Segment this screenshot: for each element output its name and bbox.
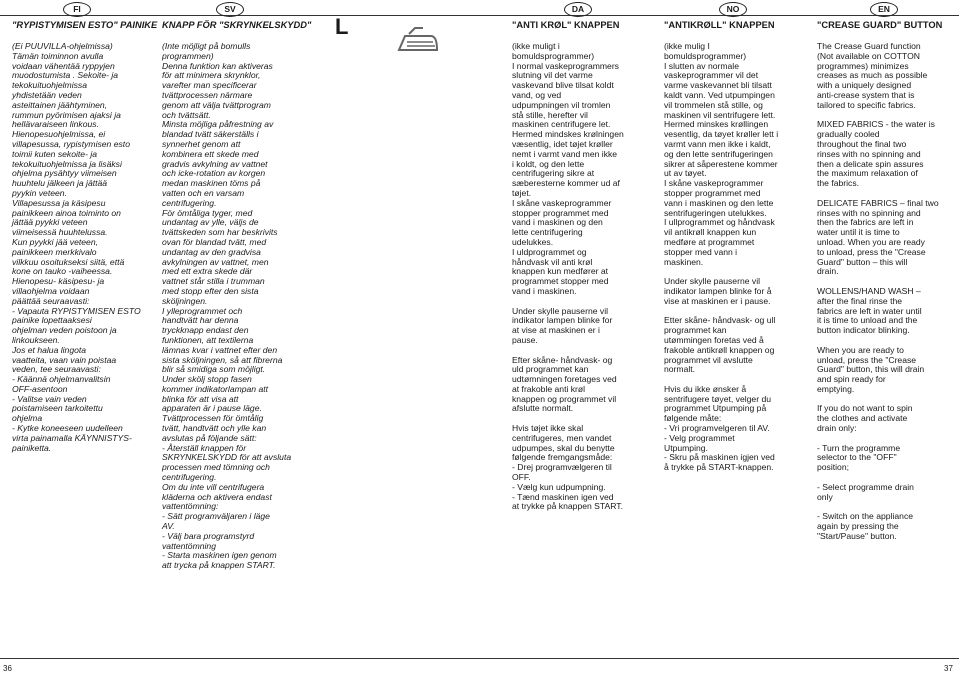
en-text-line: the maximum relaxation of	[817, 168, 918, 179]
en-text-line: selector to the "OFF"	[817, 452, 897, 463]
crease-guard-iron-icon	[395, 26, 443, 56]
fi-text-line: villaohjelma voidaan	[12, 285, 90, 296]
en-text-line: the fabrics.	[817, 178, 860, 189]
da-text-line: håndvask vil anti krøl	[512, 256, 593, 267]
en-text-line: button indicator blinking.	[817, 325, 910, 336]
en-text-line: Guard" button, this will drain	[817, 364, 925, 375]
lang-badge-fi: FI	[63, 2, 91, 17]
fi-text-line: tekokuituohjelmissa ja lisäksi	[12, 158, 122, 169]
fi-text-line: - Valitse vain veden	[12, 393, 87, 404]
no-text-line: Etter skåne- håndvask- og ull	[664, 315, 776, 326]
fi-text-line: Jos et halua lingota	[12, 344, 87, 355]
fi-text-line: muodostumista . Sekoite- ja	[12, 70, 119, 81]
sv-text-line: kommer indikatorlampan att	[162, 383, 269, 394]
sv-text-line: för att minimera skrynklor,	[162, 70, 261, 81]
fi-text-line: huuhtelu jälkeen ja jättää	[12, 178, 108, 189]
no-text-line: programmet vil avslutte	[664, 354, 753, 365]
en-text-line: then the fabrics are left in	[817, 217, 914, 228]
sv-text-line: blinka för att visa att	[162, 393, 239, 404]
sv-text-line: och icke-rotation av korgen	[162, 168, 266, 179]
en-text-line: fabrics are left in water until	[817, 305, 922, 316]
da-text-line: udpumpningen vil tromlen	[512, 99, 611, 110]
no-text-line: ut av tøyet.	[664, 168, 707, 179]
fi-text-line: ohjelman veden poistoon ja	[12, 325, 117, 336]
sv-text-line: centrifugering.	[162, 197, 217, 208]
fi-text-line: hellävaraiseen linkous.	[12, 119, 99, 130]
lang-badge-sv: SV	[216, 2, 244, 17]
da-text-line: centrifugeres, men vandet	[512, 432, 612, 443]
no-text-line: - Vri programvelgeren til AV.	[664, 423, 770, 434]
no-text-line: stopper med vann i	[664, 246, 738, 257]
fi-text-line: linkoukseen.	[12, 334, 60, 345]
en-text-line: water until it is time to	[817, 227, 900, 238]
en-text-line: - Switch on the appliance	[817, 511, 914, 522]
en-text-line: The Crease Guard function	[817, 41, 921, 51]
en-text-line: unload. When you are ready	[817, 236, 925, 247]
da-text-line: stopper programmet med	[512, 207, 609, 218]
en-text-line: emptying.	[817, 383, 855, 394]
en-text-line: to unload, press the "Crease	[817, 246, 926, 257]
en-text-line: anti-crease system that is	[817, 89, 915, 100]
page-number-right: 37	[944, 664, 953, 673]
sv-text-line: tvätt, handtvätt och ylle kan	[162, 423, 267, 434]
no-text-line: vil antikrøll knappen kun	[664, 227, 757, 238]
no-text-line: frakoble antikrøll knappen og	[664, 344, 775, 355]
sv-text-line: med stopp efter den sista	[162, 285, 259, 296]
fi-text-line: Kun pyykki jää veteen,	[12, 236, 98, 247]
no-text-line: Hermed minskes krøllingen	[664, 119, 769, 130]
da-text-line: pause.	[512, 334, 538, 345]
sv-text-line: SKRYNKELSKYDD för att avsluta	[162, 452, 292, 463]
da-instructions	[512, 42, 624, 512]
da-text-line: slutning vil det varme	[512, 70, 593, 81]
fi-text-line: asteittainen jäähtyminen,	[12, 99, 108, 110]
no-text-line: I ullprogrammet og håndvask	[664, 217, 775, 228]
no-text-line: - Skru på maskinen igjen ved	[664, 452, 775, 463]
sv-text-line: gradvis avkylning av vattnet	[162, 158, 268, 169]
en-text-line: the clothes and activate	[817, 413, 908, 424]
fi-text-line: villapesussa, rypistymisen esto	[12, 138, 130, 149]
sv-text-line: I ylleprogrammet och	[162, 305, 243, 316]
no-text-line: normalt.	[664, 364, 696, 375]
en-text-line: position;	[817, 462, 850, 473]
sv-text-line: AV.	[162, 521, 175, 532]
no-text-line: sentrifugeringen utelukkes.	[664, 207, 767, 218]
no-text-line: og den lette sentrifugeringen	[664, 148, 773, 159]
en-text-line: creases as much as possible	[817, 70, 928, 81]
da-text-line: bomuldsprogrammer)	[512, 50, 595, 61]
da-text-line: vand i maskinen.	[512, 285, 577, 296]
sv-text-line: För ömtåliga tyger, med	[162, 207, 253, 218]
fi-text-line: kone on tauko -vaiheessa.	[12, 266, 113, 277]
no-text-line: maskinen.	[664, 256, 704, 267]
sv-text-line: Minsta möjliga påfrestning av	[162, 119, 274, 130]
sv-text-line: handtvätt har denna	[162, 315, 239, 326]
en-text-line: tailored to specific fabrics.	[817, 99, 916, 110]
da-text-line: lette centrifugering	[512, 227, 583, 238]
sv-text-line: - Starta maskinen igen genom	[162, 550, 277, 561]
da-text-line: i koldt, og den lette	[512, 158, 585, 169]
fi-text-line: - Käännä ohjelmanvalitsin	[12, 374, 111, 385]
no-text-line: Hvis du ikke ønsker å	[664, 383, 747, 394]
sv-text-line: genom att välja tvättprogram	[162, 99, 271, 110]
fi-text-line: päättää seuraavasti:	[12, 295, 90, 306]
fi-text-line: yhdistetään veden	[12, 89, 82, 100]
da-text-line: Efter skåne- håndvask- og	[512, 354, 613, 365]
sv-text-line: tvättskeden som har beskrivits	[162, 227, 278, 238]
da-text-line: at vise at maskinen er i	[512, 325, 600, 336]
en-section-title: "CREASE GUARD" BUTTON	[817, 20, 943, 30]
no-text-line: - Velg programmet	[664, 432, 735, 443]
sv-text-line: och tvättsätt.	[162, 109, 211, 120]
no-text-line: kaldt vann. Ved utpumpingen	[664, 89, 775, 100]
da-text-line: OFF.	[512, 472, 531, 483]
da-text-line: indikator lampen blinke for	[512, 315, 613, 326]
sv-text-line: blir så smidiga som möjligt.	[162, 364, 266, 375]
da-text-line: knappen kun medfører at	[512, 266, 609, 277]
en-text-line: and spin ready for	[817, 374, 886, 385]
sv-text-line: - Sätt programväljaren i läge	[162, 511, 270, 522]
lang-badge-da: DA	[564, 2, 592, 17]
da-text-line: udtømningen foretages ved	[512, 374, 617, 385]
sv-text-line: Under skölj stopp fasen	[162, 374, 252, 385]
no-section-title: "ANTIKRØLL" KNAPPEN	[664, 20, 775, 30]
fi-text-line: toimii kuten sekoite- ja	[12, 148, 98, 159]
fi-text-line: voidaan vähentää ryppyjen	[12, 60, 115, 71]
sv-text-line: synnerhet genom att	[162, 138, 241, 149]
da-text-line: vand i maskinen og den	[512, 217, 603, 228]
en-text-line: - Turn the programme	[817, 442, 901, 453]
en-text-line: then a delicate spin assures	[817, 158, 924, 169]
sv-text-line: avkylningen av vattnet, men	[162, 256, 269, 267]
en-text-line: it is time to unload and the	[817, 315, 918, 326]
da-text-line: I normal vaskeprogrammers	[512, 60, 619, 71]
sv-text-line: funktionen, att textilerna	[162, 334, 254, 345]
sv-text-line: lämnas kvar i vattnet efter den	[162, 344, 278, 355]
sv-text-line: vattentömning:	[162, 501, 219, 512]
da-text-line: vand, og ved	[512, 89, 562, 100]
sv-text-line: Om du inte vill centrifugera	[162, 481, 265, 492]
da-text-line: nemt i varmt vand men ikke	[512, 148, 618, 159]
no-text-line: varmt vann men ikke i kaldt,	[664, 138, 771, 149]
sv-text-line: vatten och en varsam	[162, 187, 245, 198]
fi-text-line: painike lopettaaksesi	[12, 315, 92, 326]
fi-text-line: Villapesussa ja käsipesu	[12, 197, 106, 208]
en-text-line: "Start/Pause" button.	[817, 530, 897, 541]
en-text-line: (Not available on COTTON	[817, 50, 921, 61]
no-text-line: Under skylle pauserne vil	[664, 276, 761, 287]
fi-text-line: (Ei PUUVILLA-ohjelmissa)	[12, 41, 113, 51]
sv-text-line: centrifugering.	[162, 472, 217, 483]
no-text-line: maskinen vil sentrifugere lett.	[664, 109, 776, 120]
section-letter: L	[335, 14, 349, 39]
sv-text-line: - Välj bara programstyrd	[162, 530, 255, 541]
no-text-line: bomuldsprogrammer)	[664, 50, 747, 61]
fi-text-line: Tämän toiminnon avulla	[12, 50, 104, 61]
da-text-line: programmet stopper med	[512, 276, 609, 287]
da-text-line: knappen og programmet vil	[512, 393, 617, 404]
sv-text-line: tryckknapp endast den	[162, 325, 249, 336]
sv-text-line: ovan för blandad tvätt, med	[162, 236, 267, 247]
sv-text-line: processen med tömning och	[162, 462, 270, 473]
en-text-line: rinses with no spinning and	[817, 148, 921, 159]
fi-section-title: "RYPISTYMISEN ESTO" PAINIKE	[12, 20, 158, 30]
fi-text-line: virta painamalla KÄYNNISTYS-	[12, 432, 132, 443]
en-text-line: WOLLENS/HAND WASH –	[817, 285, 921, 296]
da-text-line: udelukkes.	[512, 236, 554, 247]
sv-text-line: varefter man specificerar	[162, 80, 257, 91]
en-text-line: MIXED FABRICS - the water is	[817, 119, 935, 130]
sv-text-line: att trycka på knappen START.	[162, 560, 276, 571]
sv-text-line: med ett extra skede där	[162, 266, 253, 277]
fi-instructions	[12, 42, 141, 453]
fi-text-line: rummun pyörimisen ajaksi ja	[12, 109, 121, 120]
no-text-line: medføre at programmet	[664, 236, 755, 247]
fi-text-line: - Vapauta RYPISTYMISEN ESTO	[12, 305, 141, 316]
da-text-line: centrifugering sikre at	[512, 168, 595, 179]
da-text-line: udpumpes, skal du benytte	[512, 442, 615, 453]
header-rule	[0, 15, 959, 16]
da-text-line: følgende fremgangsmåde:	[512, 452, 613, 463]
sv-text-line: Denna funktion kan aktiveras	[162, 60, 273, 71]
da-text-line: I skåne vaskeprogrammer	[512, 197, 612, 208]
en-text-line: gradually cooled	[817, 129, 880, 140]
fi-text-line: poistamiseen tarkoitettu	[12, 403, 103, 414]
en-text-line: programmes) minimizes	[817, 60, 909, 71]
no-text-line: sikrer at såperestene kommer	[664, 158, 778, 169]
en-text-line: rinses with no spinning and	[817, 207, 921, 218]
no-text-line: (ikke mulig I	[664, 41, 710, 51]
en-text-line: only	[817, 491, 833, 502]
sv-text-line: (Inte möjligt på bomulls	[162, 41, 251, 51]
no-text-line: vaskeprogrammer vil det	[664, 70, 759, 81]
en-instructions	[817, 42, 939, 542]
en-text-line: unload, press the "Crease	[817, 354, 917, 365]
sv-text-line: undantag av den gradvisa	[162, 246, 261, 257]
fi-text-line: viimeisessä huuhtelussa.	[12, 227, 108, 238]
da-text-line: Hermed mindskes krølningen	[512, 129, 624, 140]
page-number-left: 36	[3, 664, 12, 673]
da-text-line: vaskevand blive tilsat koldt	[512, 80, 614, 91]
no-text-line: vesentlig, da tøyet krøller lett i	[664, 129, 779, 140]
da-text-line: - Drej programvælgeren til	[512, 462, 612, 473]
en-text-line: drain.	[817, 266, 839, 277]
da-text-line: - Tænd maskinen igen ved	[512, 491, 614, 502]
en-text-line: Guard" button – this will	[817, 256, 908, 267]
fi-text-line: vilkkuu osoitukseksi siitä, että	[12, 256, 125, 267]
no-instructions	[664, 42, 778, 473]
en-text-line: When you are ready to	[817, 344, 904, 355]
no-text-line: programmet Utpumping på	[664, 403, 767, 414]
da-text-line: (ikke muligt i	[512, 41, 560, 51]
fi-text-line: jättää pyykki veteen	[12, 217, 88, 228]
da-text-line: stå stille, herefter vil	[512, 109, 588, 120]
en-text-line: with a uniquely designed	[817, 80, 912, 91]
da-text-line: tøjet.	[512, 187, 532, 198]
en-text-line: after the final rinse the	[817, 295, 903, 306]
sv-section-title: KNAPP FÖR "SKRYNKELSKYDD"	[162, 20, 312, 30]
sv-text-line: blandad tvätt säkerställs i	[162, 129, 259, 140]
sv-text-line: sista sköljningen, så att fibrerna	[162, 354, 283, 365]
sv-text-line: undantag av ylle, väljs de	[162, 217, 259, 228]
sv-text-line: medan maskinen töms på	[162, 178, 261, 189]
no-text-line: sentrifugere tøyet, velger du	[664, 393, 771, 404]
no-text-line: I skåne vaskeprogrammer	[664, 178, 764, 189]
en-text-line: throughout the final two	[817, 138, 907, 149]
da-text-line: Under skylle pauserne vil	[512, 305, 609, 316]
fi-text-line: Hienopesu- käsipesu- ja	[12, 276, 105, 287]
da-text-line: sæberesterne kommer ud af	[512, 178, 620, 189]
no-text-line: indikator lampen blinke for å	[664, 285, 772, 296]
da-section-title: "ANTI KRØL" KNAPPEN	[512, 20, 620, 30]
en-text-line: DELICATE FABRICS – final two	[817, 197, 939, 208]
fi-text-line: OFF-asentoon	[12, 383, 68, 394]
fi-text-line: - Kytke koneeseen uudelleen	[12, 423, 123, 434]
sv-text-line: vattentömning	[162, 540, 216, 551]
no-text-line: vise at maskinen er i pause.	[664, 295, 771, 306]
da-text-line: væsentlig, idet tøjet krøller	[512, 138, 613, 149]
da-text-line: maskinen centrifugere let.	[512, 119, 611, 130]
sv-text-line: apparaten är i pause läge.	[162, 403, 262, 414]
sv-instructions	[162, 42, 291, 571]
no-text-line: I slutten av normale	[664, 60, 739, 71]
no-text-line: følgende måte:	[664, 413, 722, 424]
no-text-line: programmet kan	[664, 325, 727, 336]
da-text-line: I uldprogrammet og	[512, 246, 587, 257]
no-text-line: å trykke på START-knappen.	[664, 462, 774, 473]
en-text-line: If you do not want to spin	[817, 403, 913, 414]
sv-text-line: kombinera ett skede med	[162, 148, 259, 159]
fi-text-line: painiketta.	[12, 442, 52, 453]
fi-text-line: tekokuituohjelmissa	[12, 80, 87, 91]
no-text-line: utømmingen foretas ved å	[664, 334, 764, 345]
no-text-line: Utpumping.	[664, 442, 708, 453]
fi-text-line: ohjelma pysähtyy viimeisen	[12, 168, 117, 179]
fi-text-line: veden, tee seuraavasti:	[12, 364, 101, 375]
da-text-line: - Vælg kun udpumpning.	[512, 481, 606, 492]
fi-text-line: ohjelma	[12, 413, 43, 424]
lang-badge-en: EN	[870, 2, 898, 17]
da-text-line: afslutte normalt.	[512, 403, 574, 414]
sv-text-line: kläderna och aktivera endast	[162, 491, 272, 502]
no-text-line: vil trommelen stå stille, og	[664, 99, 763, 110]
no-text-line: stopper programmet med	[664, 187, 761, 198]
sv-text-line: Tvättprocessen för ömtålig	[162, 413, 264, 424]
da-text-line: uld programmet kan	[512, 364, 589, 375]
en-text-line: - Select programme drain	[817, 481, 914, 492]
sv-text-line: vattnet står stilla i trumman	[162, 276, 265, 287]
no-text-line: varme vaskevannet bli tilsatt	[664, 80, 772, 91]
fi-text-line: pyykin veteen.	[12, 187, 67, 198]
no-text-line: vann i maskinen og den lette	[664, 197, 774, 208]
fi-text-line: painikkeen merkkivalo	[12, 246, 97, 257]
sv-text-line: avslutas på följande sätt:	[162, 432, 257, 443]
sv-text-line: tvättprocessen närmare	[162, 89, 253, 100]
da-text-line: Hvis tøjet ikke skal	[512, 423, 584, 434]
sv-text-line: programmen)	[162, 50, 214, 61]
en-text-line: again by pressing the	[817, 521, 899, 532]
footer-rule	[0, 658, 959, 659]
lang-badge-no: NO	[719, 2, 747, 17]
sv-text-line: sköljningen.	[162, 295, 208, 306]
sv-text-line: - Återställ knappen för	[162, 442, 247, 453]
fi-text-line: Hienopesuohjelmissa, ei	[12, 129, 106, 140]
en-text-line: drain only:	[817, 423, 857, 434]
fi-text-line: painikkeen ainoa toiminto on	[12, 207, 121, 218]
fi-text-line: vaatteita, vaan vain poistaa	[12, 354, 117, 365]
da-text-line: at trykke på knappen START.	[512, 501, 623, 512]
da-text-line: at frakoble anti krøl	[512, 383, 586, 394]
